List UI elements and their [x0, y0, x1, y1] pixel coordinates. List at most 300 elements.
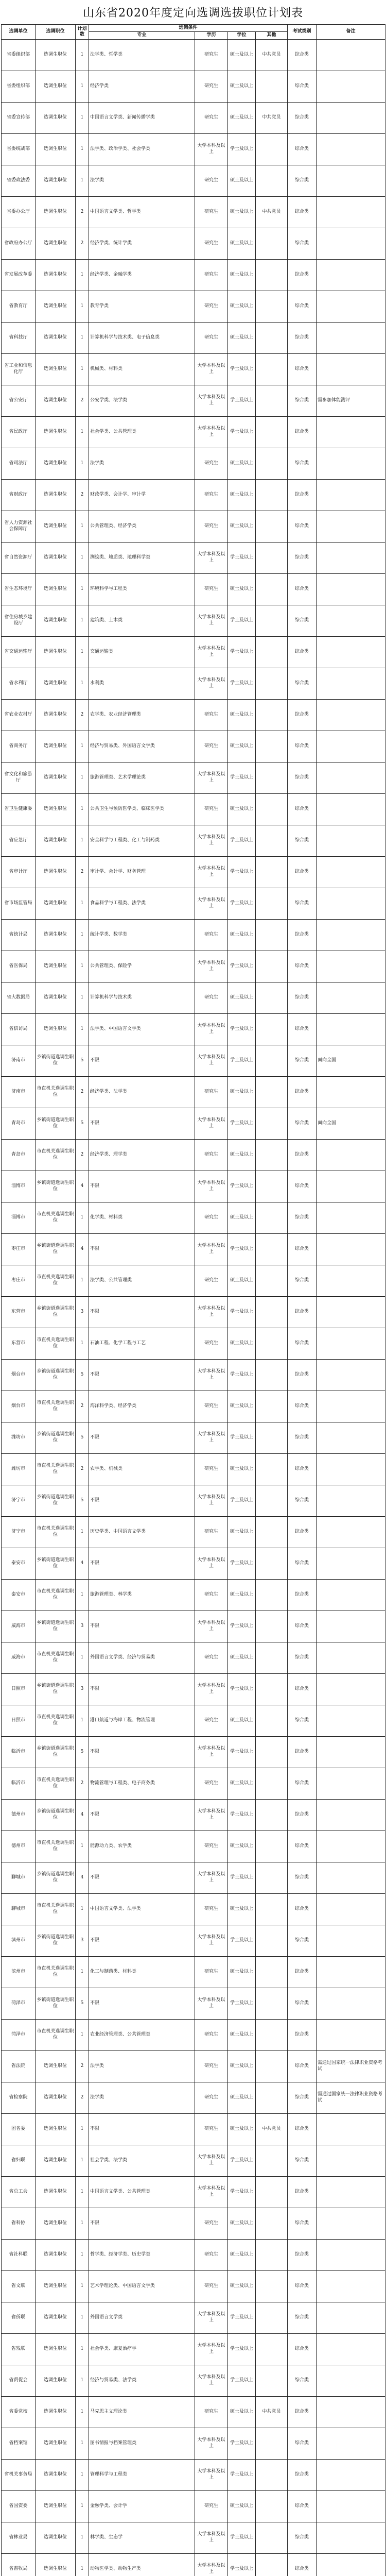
cell-remark: 需通过国家统一法律职业资格考试 — [317, 2082, 385, 2113]
cell-count: 1 — [76, 2270, 89, 2302]
header-requirements: 选调条件 — [89, 25, 288, 32]
table-row — [2, 102, 385, 133]
cell-count: 1 — [76, 322, 89, 353]
cell-position: 市直机关选调生职位 — [36, 1516, 76, 1548]
cell-count: 1 — [76, 165, 89, 196]
cell-position: 选调生职位 — [36, 39, 76, 71]
table-row — [2, 919, 385, 951]
cell-degree: 研究生 — [195, 2239, 228, 2270]
cell-degree: 研究生 — [195, 2490, 228, 2522]
cell-level: 硕士及以上 — [228, 1642, 256, 1673]
cell-count: 1 — [76, 448, 89, 479]
cell-major: 不限 — [89, 2113, 195, 2145]
cell-unit: 省委办公厅 — [2, 196, 36, 228]
cell-position: 选调生职位 — [36, 2428, 76, 2459]
cell-remark: 面向全国 — [317, 1045, 385, 1076]
table-row — [2, 165, 385, 196]
cell-remark — [317, 919, 385, 951]
cell-position: 选调生职位 — [36, 322, 76, 353]
cell-exam: 综合类 — [288, 2113, 317, 2145]
cell-unit: 省卫生健康委 — [2, 793, 36, 825]
cell-other — [256, 951, 288, 982]
cell-position: 选调生职位 — [36, 2365, 76, 2396]
header-count: 计划数 — [76, 25, 89, 40]
cell-position: 选调生职位 — [36, 762, 76, 793]
cell-unit: 省委政法委 — [2, 165, 36, 196]
cell-other — [256, 133, 288, 165]
cell-degree: 大学本科及以上 — [195, 605, 228, 636]
cell-major: 经济与贸易类、法学类 — [89, 2365, 195, 2396]
cell-count: 5 — [76, 1422, 89, 1453]
cell-exam: 综合类 — [288, 1768, 317, 1799]
cell-count: 1 — [76, 919, 89, 951]
cell-unit: 省国资委 — [2, 2490, 36, 2522]
table-row — [2, 699, 385, 731]
cell-position: 市直机关选调生职位 — [36, 1139, 76, 1171]
cell-other — [256, 353, 288, 385]
cell-position: 选调生职位 — [36, 2396, 76, 2428]
cell-level: 硕士及以上 — [228, 1202, 256, 1233]
table-row — [2, 1453, 385, 1485]
cell-remark — [317, 1611, 385, 1642]
table-row — [2, 133, 385, 165]
cell-degree: 大学本科及以上 — [195, 1862, 228, 1893]
cell-unit: 省贸促会 — [2, 2365, 36, 2396]
cell-position: 选调生职位 — [36, 102, 76, 133]
cell-major: 法学类 — [89, 2050, 195, 2082]
cell-remark — [317, 636, 385, 668]
cell-degree: 研究生 — [195, 573, 228, 605]
cell-level: 学士及以上 — [228, 825, 256, 856]
table-row — [2, 825, 385, 856]
cell-other — [256, 1296, 288, 1328]
cell-count: 1 — [76, 416, 89, 448]
cell-exam: 综合类 — [288, 2333, 317, 2365]
cell-unit: 青岛市 — [2, 1139, 36, 1171]
cell-remark — [317, 1359, 385, 1391]
table-row — [2, 2490, 385, 2522]
cell-major: 不限 — [89, 1611, 195, 1642]
cell-count: 3 — [76, 1673, 89, 1705]
cell-unit: 潍坊市 — [2, 1453, 36, 1485]
cell-exam: 综合类 — [288, 385, 317, 416]
table-row — [2, 2176, 385, 2208]
cell-other — [256, 511, 288, 542]
cell-degree: 大学本科及以上 — [195, 1799, 228, 1831]
cell-count: 1 — [76, 2113, 89, 2145]
cell-degree: 研究生 — [195, 1328, 228, 1359]
cell-unit: 省委统战部 — [2, 133, 36, 165]
cell-other — [256, 1831, 288, 1862]
cell-count: 1 — [76, 39, 89, 71]
cell-major: 林学类、生态学 — [89, 2522, 195, 2553]
cell-position: 选调生职位 — [36, 2113, 76, 2145]
cell-exam: 综合类 — [288, 511, 317, 542]
cell-major: 测绘类、地质类、地理科学类 — [89, 542, 195, 573]
cell-major: 哲学类、经济学类、历史学类 — [89, 2239, 195, 2270]
cell-count: 1 — [76, 1956, 89, 1988]
cell-remark — [317, 1705, 385, 1736]
cell-level: 学士及以上 — [228, 1422, 256, 1453]
cell-exam: 综合类 — [288, 1736, 317, 1768]
cell-level: 硕士及以上 — [228, 102, 256, 133]
cell-major: 不限 — [89, 1296, 195, 1328]
cell-level: 硕士及以上 — [228, 2019, 256, 2050]
table-body — [2, 39, 385, 2576]
cell-exam: 综合类 — [288, 542, 317, 573]
cell-remark — [317, 699, 385, 731]
cell-position: 乡镇街道选调生职位 — [36, 1233, 76, 1265]
cell-unit: 省科协 — [2, 2208, 36, 2239]
cell-count: 4 — [76, 1171, 89, 1202]
table-row — [2, 636, 385, 668]
cell-other — [256, 2019, 288, 2050]
cell-remark — [317, 1831, 385, 1862]
cell-unit: 省档案馆 — [2, 2428, 36, 2459]
cell-level: 学士及以上 — [228, 1233, 256, 1265]
cell-count: 1 — [76, 1642, 89, 1673]
cell-degree: 研究生 — [195, 102, 228, 133]
cell-level: 硕士及以上 — [228, 228, 256, 259]
table-row — [2, 259, 385, 291]
cell-remark — [317, 1673, 385, 1705]
cell-degree: 大学本科及以上 — [195, 1988, 228, 2019]
cell-major: 法学类、公共管理类 — [89, 1265, 195, 1296]
cell-remark — [317, 511, 385, 542]
cell-level: 硕士及以上 — [228, 919, 256, 951]
cell-other — [256, 2145, 288, 2176]
cell-other — [256, 2522, 288, 2553]
cell-unit: 日照市 — [2, 1705, 36, 1736]
cell-level: 学士及以上 — [228, 856, 256, 888]
cell-other — [256, 2176, 288, 2208]
cell-degree: 研究生 — [195, 1076, 228, 1108]
cell-remark — [317, 322, 385, 353]
cell-unit: 省政府办公厅 — [2, 228, 36, 259]
cell-degree: 研究生 — [195, 731, 228, 762]
cell-level: 硕士及以上 — [228, 1579, 256, 1611]
cell-remark — [317, 1453, 385, 1485]
cell-exam: 综合类 — [288, 982, 317, 1013]
cell-degree: 研究生 — [195, 2113, 228, 2145]
cell-level: 学士及以上 — [228, 2522, 256, 2553]
cell-count: 1 — [76, 762, 89, 793]
cell-remark — [317, 2396, 385, 2428]
cell-other — [256, 322, 288, 353]
cell-degree: 大学本科及以上 — [195, 1485, 228, 1516]
cell-other — [256, 165, 288, 196]
cell-count: 2 — [76, 1076, 89, 1108]
cell-level: 硕士及以上 — [228, 165, 256, 196]
cell-exam: 综合类 — [288, 1485, 317, 1516]
table-row — [2, 2459, 385, 2490]
cell-remark — [317, 1013, 385, 1045]
cell-exam: 综合类 — [288, 2522, 317, 2553]
cell-degree: 大学本科及以上 — [195, 385, 228, 416]
cell-unit: 济宁市 — [2, 1516, 36, 1548]
cell-major: 不限 — [89, 1673, 195, 1705]
cell-unit: 省大数据局 — [2, 982, 36, 1013]
cell-position: 选调生职位 — [36, 2522, 76, 2553]
cell-other: 中共党员 — [256, 2396, 288, 2428]
table-row — [2, 511, 385, 542]
cell-exam: 综合类 — [288, 2082, 317, 2113]
cell-remark — [317, 259, 385, 291]
cell-degree: 大学本科及以上 — [195, 668, 228, 699]
cell-degree: 研究生 — [195, 39, 228, 71]
cell-major: 不限 — [89, 1045, 195, 1076]
cell-position: 选调生职位 — [36, 416, 76, 448]
cell-unit: 省人力资源社会保障厅 — [2, 511, 36, 542]
cell-level: 硕士及以上 — [228, 2082, 256, 2113]
cell-position: 选调生职位 — [36, 888, 76, 919]
cell-degree: 研究生 — [195, 1831, 228, 1862]
cell-level: 硕士及以上 — [228, 1453, 256, 1485]
cell-count: 1 — [76, 793, 89, 825]
table-row — [2, 731, 385, 762]
table-row — [2, 1485, 385, 1516]
cell-remark — [317, 102, 385, 133]
cell-exam: 综合类 — [288, 291, 317, 322]
cell-count: 1 — [76, 1265, 89, 1296]
cell-remark — [317, 2333, 385, 2365]
cell-level: 学士及以上 — [228, 1988, 256, 2019]
cell-other — [256, 1233, 288, 1265]
cell-unit: 菏泽市 — [2, 1988, 36, 2019]
cell-level: 学士及以上 — [228, 2302, 256, 2333]
table-row — [2, 1642, 385, 1673]
cell-level: 硕士及以上 — [228, 511, 256, 542]
cell-count: 1 — [76, 982, 89, 1013]
cell-position: 选调生职位 — [36, 919, 76, 951]
cell-unit: 省科技厅 — [2, 322, 36, 353]
cell-exam: 综合类 — [288, 2270, 317, 2302]
cell-count: 1 — [76, 1013, 89, 1045]
cell-unit: 省检察院 — [2, 2082, 36, 2113]
cell-count: 2 — [76, 856, 89, 888]
cell-level: 硕士及以上 — [228, 2208, 256, 2239]
cell-exam: 综合类 — [288, 1893, 317, 1925]
cell-other — [256, 1422, 288, 1453]
cell-remark — [317, 856, 385, 888]
cell-major: 金融学类、会计学 — [89, 2490, 195, 2522]
cell-major: 计算机科学与技术类 — [89, 982, 195, 1013]
cell-major: 法学类 — [89, 2082, 195, 2113]
cell-exam: 综合类 — [288, 2208, 317, 2239]
table-row — [2, 1862, 385, 1893]
cell-remark — [317, 353, 385, 385]
cell-count: 1 — [76, 542, 89, 573]
cell-level: 硕士及以上 — [228, 699, 256, 731]
cell-degree: 研究生 — [195, 1202, 228, 1233]
cell-unit: 省发展改革委 — [2, 259, 36, 291]
cell-position: 选调生职位 — [36, 2050, 76, 2082]
cell-unit: 省委党校 — [2, 2396, 36, 2428]
cell-level: 学士及以上 — [228, 133, 256, 165]
cell-unit: 省统计局 — [2, 919, 36, 951]
cell-position: 选调生职位 — [36, 2490, 76, 2522]
cell-exam: 综合类 — [288, 1422, 317, 1453]
cell-unit: 菏泽市 — [2, 2019, 36, 2050]
cell-level: 学士及以上 — [228, 1013, 256, 1045]
cell-exam: 综合类 — [288, 1548, 317, 1579]
cell-major: 不限 — [89, 1359, 195, 1391]
cell-level: 学士及以上 — [228, 888, 256, 919]
cell-unit: 省林业局 — [2, 2522, 36, 2553]
table-row — [2, 416, 385, 448]
cell-other — [256, 1265, 288, 1296]
cell-position: 选调生职位 — [36, 133, 76, 165]
cell-degree: 大学本科及以上 — [195, 2522, 228, 2553]
cell-major: 安全科学与工程类、化工与制药类 — [89, 825, 195, 856]
cell-other — [256, 1736, 288, 1768]
cell-unit: 威海市 — [2, 1611, 36, 1642]
cell-level: 学士及以上 — [228, 1045, 256, 1076]
cell-count: 1 — [76, 825, 89, 856]
cell-major: 外国语言文学类 — [89, 2302, 195, 2333]
cell-exam: 综合类 — [288, 1359, 317, 1391]
cell-unit: 省妇联 — [2, 2145, 36, 2176]
cell-remark — [317, 951, 385, 982]
cell-level: 学士及以上 — [228, 1673, 256, 1705]
cell-count: 3 — [76, 1925, 89, 1956]
cell-degree: 大学本科及以上 — [195, 1171, 228, 1202]
cell-count: 5 — [76, 1736, 89, 1768]
cell-unit: 滨州市 — [2, 1956, 36, 1988]
cell-exam: 综合类 — [288, 479, 317, 511]
cell-remark — [317, 1516, 385, 1548]
table-row — [2, 1202, 385, 1233]
cell-major: 公共管理类、经济学类 — [89, 511, 195, 542]
cell-remark — [317, 1171, 385, 1202]
cell-remark — [317, 1233, 385, 1265]
cell-level: 硕士及以上 — [228, 1831, 256, 1862]
cell-major: 建筑类、土木类 — [89, 605, 195, 636]
cell-level: 硕士及以上 — [228, 1768, 256, 1799]
cell-count: 4 — [76, 1233, 89, 1265]
cell-unit: 省水利厅 — [2, 668, 36, 699]
cell-degree: 大学本科及以上 — [195, 825, 228, 856]
cell-level: 学士及以上 — [228, 542, 256, 573]
cell-major: 不限 — [89, 1485, 195, 1516]
cell-position: 选调生职位 — [36, 668, 76, 699]
cell-degree: 研究生 — [195, 511, 228, 542]
cell-remark — [317, 1391, 385, 1422]
cell-count: 1 — [76, 1893, 89, 1925]
cell-level: 学士及以上 — [228, 416, 256, 448]
cell-position: 市直机关选调生职位 — [36, 1328, 76, 1359]
cell-other — [256, 856, 288, 888]
cell-position: 选调生职位 — [36, 2176, 76, 2208]
table-row — [2, 322, 385, 353]
cell-remark — [317, 2553, 385, 2576]
table-row — [2, 448, 385, 479]
cell-remark — [317, 982, 385, 1013]
cell-unit: 省社科联 — [2, 2239, 36, 2270]
cell-position: 选调生职位 — [36, 259, 76, 291]
cell-count: 4 — [76, 1862, 89, 1893]
cell-major: 经济学类、统计学类 — [89, 228, 195, 259]
cell-position: 市直机关选调生职位 — [36, 1453, 76, 1485]
cell-level: 硕士及以上 — [228, 1076, 256, 1108]
cell-degree: 研究生 — [195, 228, 228, 259]
table-row — [2, 2270, 385, 2302]
cell-major: 经济学类 — [89, 71, 195, 102]
cell-degree: 研究生 — [195, 479, 228, 511]
table-row — [2, 385, 385, 416]
cell-remark — [317, 1736, 385, 1768]
cell-count: 1 — [76, 636, 89, 668]
cell-degree: 大学本科及以上 — [195, 1736, 228, 1768]
cell-exam: 综合类 — [288, 2553, 317, 2576]
cell-remark — [317, 1642, 385, 1673]
table-row — [2, 291, 385, 322]
cell-degree: 研究生 — [195, 982, 228, 1013]
cell-major: 不限 — [89, 1799, 195, 1831]
cell-position: 市直机关选调生职位 — [36, 1768, 76, 1799]
cell-degree: 大学本科及以上 — [195, 1108, 228, 1139]
cell-unit: 省文化和旅游厅 — [2, 762, 36, 793]
cell-major: 历史学类、中国语言文学类 — [89, 1516, 195, 1548]
cell-other — [256, 2302, 288, 2333]
cell-level: 学士及以上 — [228, 2553, 256, 2576]
cell-degree: 大学本科及以上 — [195, 2145, 228, 2176]
cell-unit: 省教育厅 — [2, 291, 36, 322]
cell-position: 选调生职位 — [36, 573, 76, 605]
cell-major: 经济与贸易类、外国语言文学类 — [89, 731, 195, 762]
cell-unit: 省文联 — [2, 2270, 36, 2302]
cell-major: 化工与制药类、材料类 — [89, 1956, 195, 1988]
cell-remark — [317, 2365, 385, 2396]
cell-unit: 省民政厅 — [2, 416, 36, 448]
cell-level: 硕士及以上 — [228, 793, 256, 825]
cell-major: 化学类、材料类 — [89, 1202, 195, 1233]
cell-exam: 综合类 — [288, 196, 317, 228]
cell-major: 经济学类、法学类 — [89, 1076, 195, 1108]
cell-exam: 综合类 — [288, 1516, 317, 1548]
table-row — [2, 793, 385, 825]
cell-position: 乡镇街道选调生职位 — [36, 1045, 76, 1076]
cell-level: 硕士及以上 — [228, 1705, 256, 1736]
cell-count: 2 — [76, 196, 89, 228]
header-unit: 选调单位 — [2, 25, 36, 40]
cell-degree: 研究生 — [195, 1453, 228, 1485]
cell-exam: 综合类 — [288, 2428, 317, 2459]
cell-count: 1 — [76, 2176, 89, 2208]
cell-degree: 大学本科及以上 — [195, 1233, 228, 1265]
cell-other — [256, 1013, 288, 1045]
cell-exam: 综合类 — [288, 259, 317, 291]
cell-unit: 济南市 — [2, 1045, 36, 1076]
cell-level: 硕士及以上 — [228, 2050, 256, 2082]
cell-major: 环境科学与工程类 — [89, 573, 195, 605]
cell-count: 1 — [76, 2145, 89, 2176]
cell-unit: 省残联 — [2, 2333, 36, 2365]
cell-major: 食品科学与工程类、法学类 — [89, 888, 195, 919]
table-row — [2, 605, 385, 636]
cell-position: 选调生职位 — [36, 291, 76, 322]
table-row — [2, 1265, 385, 1296]
cell-unit: 青岛市 — [2, 1108, 36, 1139]
cell-count: 1 — [76, 2428, 89, 2459]
cell-position: 选调生职位 — [36, 982, 76, 1013]
cell-exam: 综合类 — [288, 1171, 317, 1202]
cell-position: 选调生职位 — [36, 2082, 76, 2113]
cell-unit: 省市场监管局 — [2, 888, 36, 919]
cell-count: 2 — [76, 1139, 89, 1171]
cell-position: 市直机关选调生职位 — [36, 1202, 76, 1233]
cell-position: 选调生职位 — [36, 2553, 76, 2576]
